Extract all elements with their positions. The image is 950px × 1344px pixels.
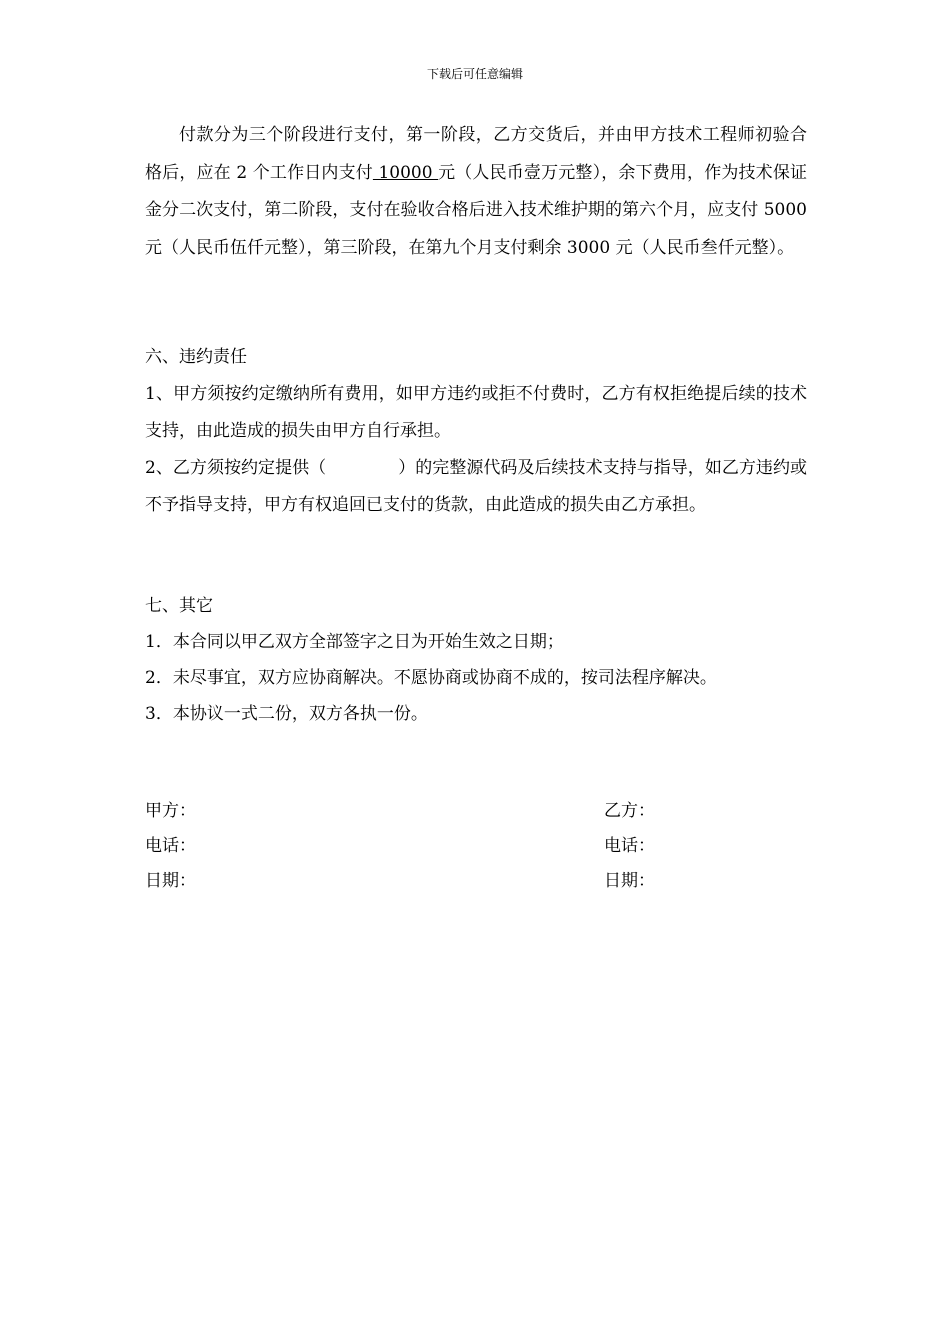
breach-clause-2: [145, 450, 807, 524]
party-b-label: 乙方：: [604, 801, 655, 821]
breach-liability-section: [145, 339, 807, 524]
payment-text-before-amount: 付款分为三个阶段进行支付，第一阶段，乙方交货后，并由甲方技术工程师初验合格后，应在 2 个工作日内支付: [145, 125, 807, 183]
other-term-2: 2．未尽事宜，双方应协商解决。不愿协商或协商不成的，按司法程序解决。: [145, 668, 717, 688]
payment-terms-paragraph: [145, 117, 807, 267]
header-note: 下载后可任意编辑: [426, 67, 523, 81]
breach-clause-2-before: 2、乙方须按约定提供（: [145, 458, 327, 478]
other-term-3: 3．本协议一式二份，双方各执一份。: [145, 704, 428, 724]
other-term-1: 1．本合同以甲乙双方全部签字之日为开始生效之日期；: [145, 632, 564, 652]
party-b-phone-label: 电话：: [604, 836, 655, 856]
breach-clause-1: 1、甲方须按约定缴纳所有费用，如甲方违约或拒不付费时，乙方有权拒绝提后续的技术支持，由此造成的损失由甲方自行承担。: [145, 384, 807, 441]
party-a-date-label: 日期：: [145, 871, 196, 891]
payment-amount: 10000: [372, 162, 439, 183]
party-b-date-label: 日期：: [604, 871, 655, 891]
section-6-heading: 六、违约责任: [145, 347, 247, 367]
party-a-signature-block: [145, 794, 196, 899]
other-terms-section: [145, 588, 807, 732]
section-7-heading: 七、其它: [145, 596, 213, 616]
party-a-label: 甲方：: [145, 801, 196, 821]
breach-clause-2-after: ）的完整源代码及后续技术支持与指导，如乙方违约或不予指导支持，甲方有权追回已支付的货款，由此造成的损失由乙方承担。: [145, 458, 807, 515]
party-a-phone-label: 电话：: [145, 836, 196, 856]
payment-text-after-amount: 元（人民币壹万元整），余下费用，作为技术保证金分二次支付，第二阶段，支付在验收合格后进入技术维护期的第六个月，应支付 5000 元（人民币伍仟元整），第三阶段，在第九个月支付剩余 3000 元（人民币叁仟元整）。: [145, 162, 808, 258]
party-b-signature-block: [604, 794, 655, 899]
